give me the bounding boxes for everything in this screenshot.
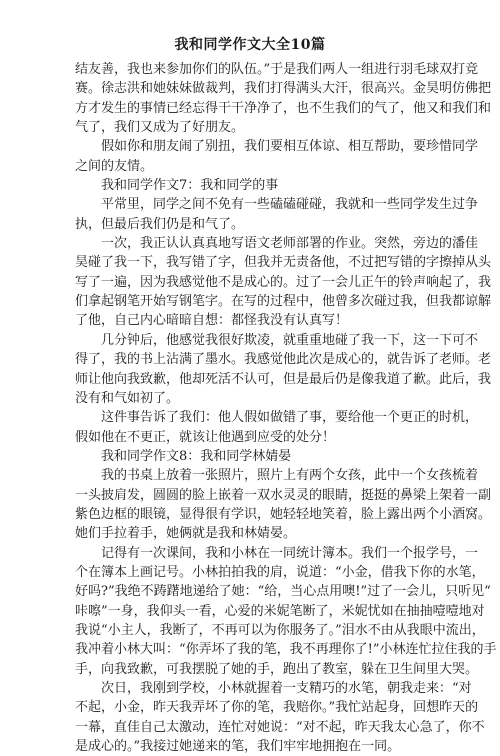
paragraph-line: 我冲着小林大叫：“你弄坏了我的笔，我不再理你了!”小林连忙拉住我的手 bbox=[75, 642, 497, 658]
paragraph-line: 假如你和朋友闹了别扭，我们要相互体谅、相互帮助，要珍惜同学 bbox=[101, 139, 479, 155]
paragraph-line: 执，但最后我们仍是和气了。 bbox=[75, 216, 245, 232]
paragraph-line: 我的书桌上放着一张照片，照片上有两个女孩，此中一个女孩梳着 bbox=[101, 468, 479, 484]
paragraph-line: 不起，小金，昨天我弄坏了你的笔，我赔你。”我忙站起身，回想昨天的 bbox=[75, 700, 479, 716]
paragraph-line: 一次，我正认认真真地写语文老师部署的作业。突然，旁边的潘佳 bbox=[101, 236, 479, 252]
paragraph-line: 结友善，我也来参加你们的队伍。”于是我们两人一组进行羽毛球双打竞 bbox=[75, 62, 479, 77]
paragraph-line: 手，向我致歉，可我摆脱了她的手，跑出了教室，躲在卫生间里大哭。 bbox=[75, 661, 479, 677]
paragraph-line: 咔嚓”一身，我仰头一看，心爱的米妮笔断了，米妮忧如在抽抽噎噎地对 bbox=[75, 603, 485, 619]
paragraph-line: 昊碰了我一下，我写错了字，但我并无责备他，不过把写错的字擦掉从头 bbox=[75, 255, 492, 271]
paragraph-line: 一幕，直佳自己太激动，连忙对她说：“对不起，昨天我太心急了，你不 bbox=[75, 719, 485, 735]
paragraph-line: 这件事告诉了我们：他人假如做错了事，要给他一个更正的时机， bbox=[101, 410, 479, 426]
paragraph-line: 赛。徐志洪和她妹妹做裁判，我们打得满头大汗，很高兴。金昊明仿佛把 bbox=[75, 81, 492, 97]
paragraph-line: 紫色边框的眼镜，显得很有学识，她轻轻地笑着，脸上露出两个小酒窝。 bbox=[75, 506, 492, 522]
paragraph-line: 我和同学作文7：我和同学的事 bbox=[101, 178, 279, 194]
paragraph-line: 们拿起钢笔开始写钢笔字。在写的过程中，他曾多次碰过我，但我都谅解 bbox=[75, 294, 492, 310]
paragraph-line: 写了一遍，因为我感觉他不是成心的。过了一会儿正午的铃声响起了，我 bbox=[75, 274, 492, 290]
paragraph-line: 她们手拉着手，她俩就是我和林婧晏。 bbox=[75, 526, 297, 542]
paragraph-line: 好吗?”我绝不踌躇地递给了她：“给，当心点用噢!”过了一会儿，只听见“ bbox=[75, 584, 491, 600]
paragraph-line: 记得有一次课间，我和小林在一同统计簿本。我们一个报学号，一 bbox=[101, 545, 479, 561]
paragraph-line: 得了，我的书上沾满了墨水。我感觉他此次是成心的，就告诉了老师。老 bbox=[75, 352, 492, 368]
paragraph-line: 了他，自己内心暗暗自想：都怪我没有认真写！ bbox=[75, 313, 349, 329]
paragraph-line: 次日，我刚到学校，小林就握着一支精巧的水笔，朝我走来：“对 bbox=[101, 681, 472, 696]
paragraph-line: 我和同学作文8：我和同学林婧晏 bbox=[101, 448, 292, 464]
paragraph-line: 是成心的。”我接过她递来的笔，我们牢牢地拥抱在一同。 bbox=[75, 739, 401, 755]
paragraph-line: 我说“小主人，我断了，不再可以为你服务了。”泪水不由从我眼中流出， bbox=[75, 622, 485, 638]
paragraph-line: 平常里，同学之间不免有一些磕磕碰碰，我就和一些同学发生过争 bbox=[101, 197, 479, 213]
paragraph-line: 一头披肩发，圆圆的脸上嵌着一双水灵灵的眼睛，挺挺的鼻梁上架着一副 bbox=[75, 487, 492, 503]
paragraph-line: 气了，我们又成为了好朋友。 bbox=[75, 120, 245, 136]
paragraph-line: 之间的友情。 bbox=[75, 158, 154, 174]
paragraph-line: 假如他在不更正，就该让他遇到应受的处分！ bbox=[75, 429, 336, 445]
paragraph-line: 没有和气如初了。 bbox=[75, 390, 180, 406]
paragraph-line: 方才发生的事情已经忘得干干净净了，也不生我们的气了，他又和我们和 bbox=[75, 100, 492, 116]
paragraph-line: 师让他向我致歉，他却死活不认可，但是最后仍是像我道了歉。此后，我 bbox=[75, 371, 492, 387]
paragraph-line: 个在簿本上画记号。小林拍拍我的肩，说道：“小金，借我下你的水笔， bbox=[75, 564, 485, 580]
paragraph-line: 几分钟后，他感觉我很好欺凌，就重重地碰了我一下，这一下可不 bbox=[101, 332, 479, 348]
document-title: 我和同学作文大全10篇 bbox=[174, 37, 326, 53]
document-body bbox=[75, 60, 497, 756]
